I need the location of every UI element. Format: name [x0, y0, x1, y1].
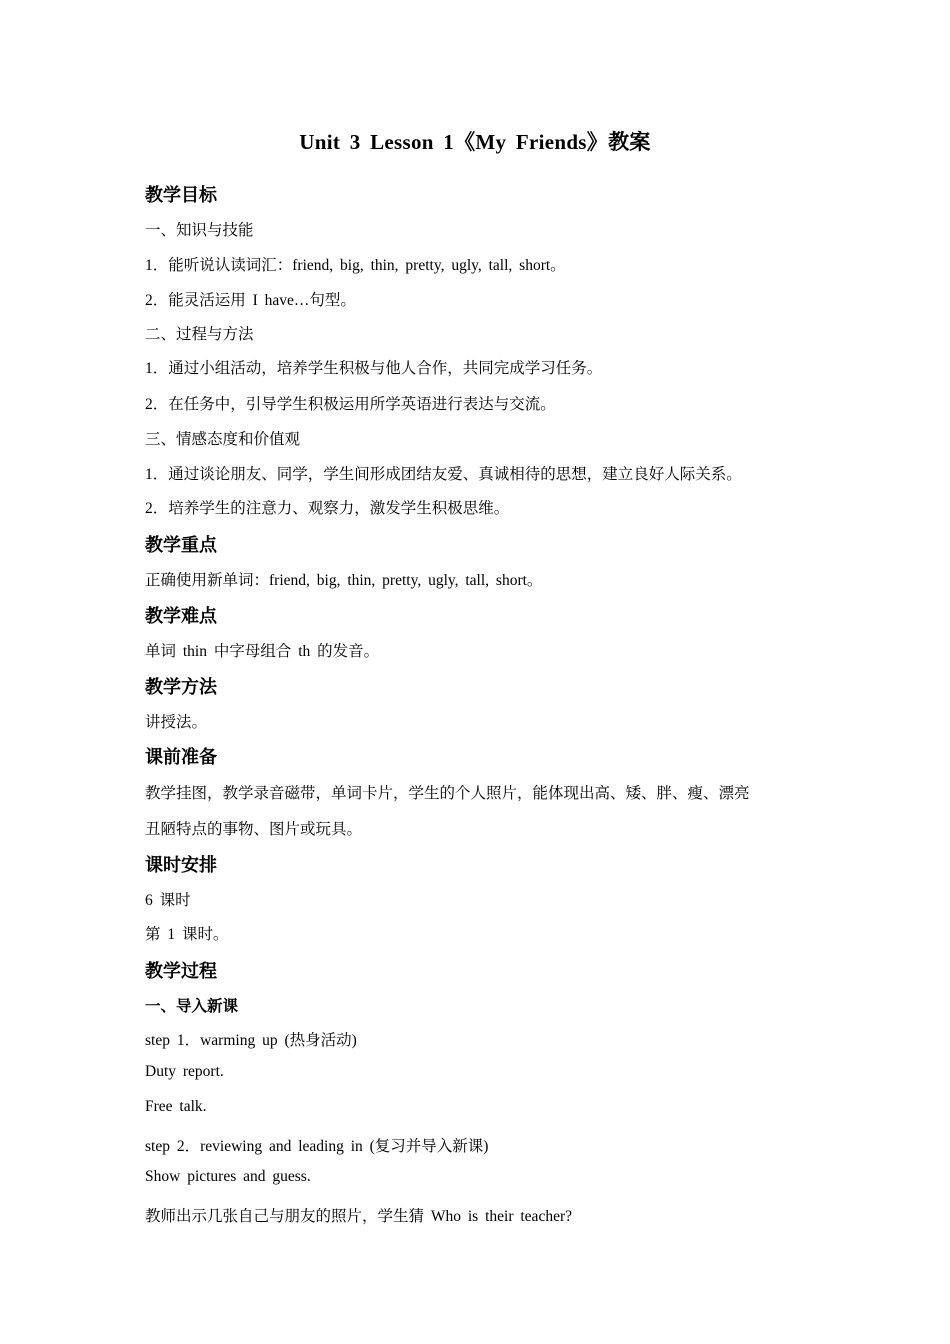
process-free-talk: Free talk.: [145, 1098, 207, 1115]
objectives-item-3-1: 1．通过谈论朋友、同学，学生间形成团结友爱、真诚相待的思想，建立良好人际关系。: [145, 466, 742, 483]
heading-schedule: 课时安排: [145, 855, 217, 875]
methods-text: 讲授法。: [145, 714, 208, 731]
key-points-text: 正确使用新单词：friend, big, thin, pretty, ugly, tall, short。: [145, 572, 543, 589]
process-step-2: step 2．reviewing and leading in (复习并导入新课): [145, 1138, 489, 1155]
process-subheading-1: 一、导入新课: [145, 998, 239, 1015]
schedule-line-1: 6 课时: [145, 892, 191, 909]
process-duty-report: Duty report.: [145, 1063, 224, 1080]
objectives-item-1-2: 2．能灵活运用 I have…句型。: [145, 292, 356, 309]
heading-methods: 教学方法: [145, 677, 217, 697]
objectives-section-2: 二、过程与方法: [145, 326, 254, 343]
process-show-pictures: Show pictures and guess.: [145, 1168, 311, 1185]
objectives-section-3: 三、情感态度和价值观: [145, 431, 301, 448]
difficulties-text: 单词 thin 中字母组合 th 的发音。: [145, 643, 380, 660]
heading-key-points: 教学重点: [145, 535, 217, 555]
schedule-line-2: 第 1 课时。: [145, 926, 229, 943]
document-title: Unit 3 Lesson 1《My Friends》教案: [299, 130, 651, 154]
objectives-item-1-1: 1．能听说认读词汇：friend, big, thin, pretty, ugly, tall, short。: [145, 257, 566, 274]
objectives-section-1: 一、知识与技能: [145, 222, 254, 239]
process-teacher-activity: 教师出示几张自己与朋友的照片，学生猜 Who is their teacher?: [145, 1208, 572, 1225]
objectives-item-2-2: 2．在任务中，引导学生积极运用所学英语进行表达与交流。: [145, 396, 556, 413]
preparation-line-2: 丑陋特点的事物、图片或玩具。: [145, 821, 363, 838]
heading-objectives: 教学目标: [145, 185, 217, 205]
preparation-line-1: 教学挂图，教学录音磁带，单词卡片，学生的个人照片，能体现出高、矮、胖、瘦、漂亮: [145, 785, 750, 802]
heading-difficulties: 教学难点: [145, 606, 217, 626]
process-step-1: step 1．warming up (热身活动): [145, 1032, 357, 1049]
objectives-item-3-2: 2．培养学生的注意力、观察力，激发学生积极思维。: [145, 500, 510, 517]
objectives-item-2-1: 1．通过小组活动，培养学生积极与他人合作，共同完成学习任务。: [145, 360, 603, 377]
heading-process: 教学过程: [145, 961, 217, 981]
heading-preparation: 课前准备: [145, 747, 217, 767]
